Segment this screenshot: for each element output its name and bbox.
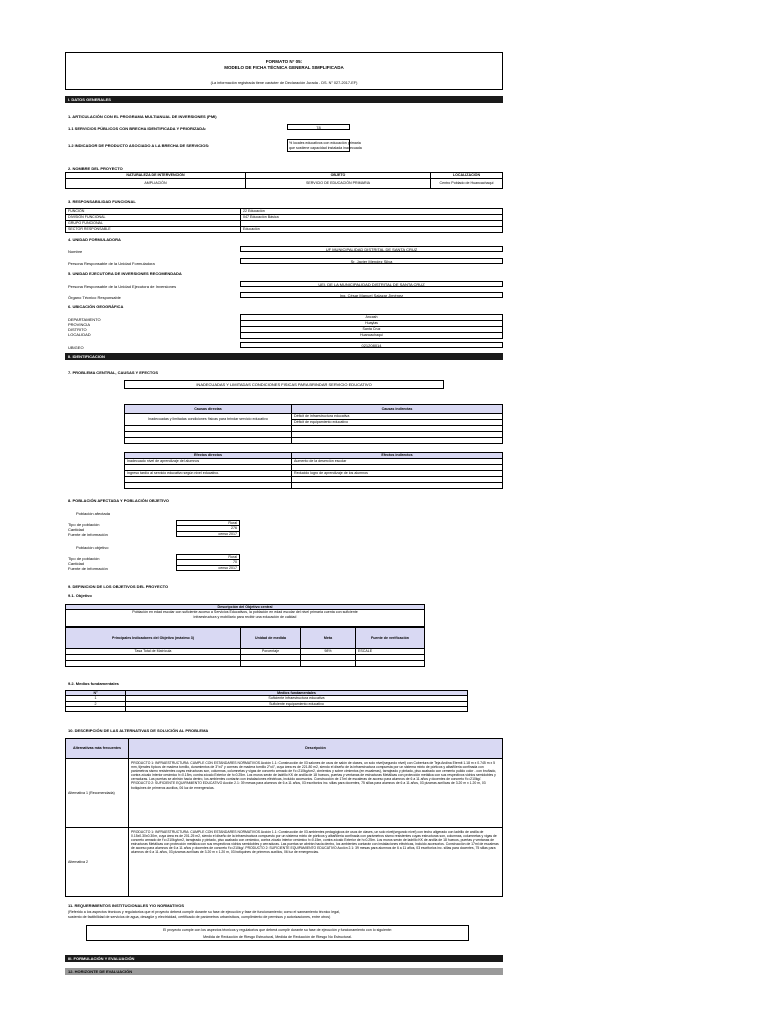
problema-title: 7. PROBLEMA CENTRAL, CAUSAS Y EFECTOS	[68, 370, 159, 375]
objetivo-cantidad: 70	[177, 560, 240, 565]
afectada-cantidad: 276	[177, 526, 240, 531]
medios-header-numero: N°	[66, 691, 126, 696]
causa-indirecta: Déficit de infraestructura educativa	[292, 414, 503, 420]
poblacion-title: 8. POBLACIÓN AFECTADA Y POBLACIÓN OBJETIVO	[68, 498, 170, 503]
objetivo-tipo: Rural	[177, 555, 240, 560]
section-title: III. FORMULACIÓN Y EVALUACIÓN	[68, 956, 135, 961]
alternativa-2-descripcion: PRODUCTO 1: INFRAESTRUCTURA: CUMPLE CON ESTANDARES NORMATIVOS Acción 1.1: Construcción de 03 ambientes pedagógicos de usos de clases, un solo nivel(segundo nivel) con techo aligerado con ladrillo de arcilla de 0.15x0.30x0.30m, cuya área es de 201.25 m2, siendo el diseño de la infraestructura compuesto por un sistema mixto de pórticos y albañilería confinada con parámetros sismo resistentes cuyas estructuras son, columnas, columnetas y vigas de concreto armado de f'c=210kg/cm2, tarrajeado y pintado, piso acabado con cerámico, contra zócalo interior cerámico h=0.15m, contra zócalo Exterior de h=0.25m. Los muros serán de ladrillo KK de arcilla de 18 huecos, puertas y ventanas de estructuras Metálicas con protección metálica con sus respectivos vidrios semidobles y cerraduras. Las puertas se abrirán hacia dentro, los ambientes contarán con instalaciones eléctricas, incluido accesorios. Construcción de 17ml de escaleras de acceso para alumnos de 6 a 11 años y docentes de concreto f'c=210kg/. PRODUCTO 2: SUFICIENTE EQUIPAMIENTO EDUCATIVO Acción 2.1: 39 mesas para alumnos de 6 a 11 años, 03 escritorios inc. sillas para docentes, 75 sillas para alumnos de 6 a 11 años, 03 pizarras acrílicas de 3.20 m x 1.20 m, 03 botiquines de primeros auxilios, 06 luz de emergencias.	[129, 828, 503, 897]
efectos-table	[124, 452, 503, 489]
uei-resp-field	[240, 281, 503, 287]
document-header	[65, 52, 503, 90]
nombre-title: 2. NOMBRE DEL PROYECTO	[68, 166, 123, 171]
section-datos-generales	[65, 96, 503, 103]
pmi-q1-value-field	[287, 124, 350, 130]
uf-nombre-label: Nombre	[68, 249, 83, 254]
alternativas-header-nombre: Alternativas más frecuentes	[66, 739, 129, 759]
ubic-ubigeo-value: 021208014	[361, 343, 382, 348]
indicador-header-meta: Meta	[301, 628, 356, 649]
objetivo-fuente: censo 2017	[177, 565, 240, 570]
uf-resp-field	[240, 258, 503, 264]
resp-value: Educación	[241, 227, 503, 233]
pmi-title: 1. ARTICULACIÓN CON EL PROGRAMA MULTIANUAL DE INVERSIONES (PMI)	[68, 114, 217, 119]
nombre-objeto: SERVICIO DE EDUCACIÓN PRIMARIA	[246, 179, 431, 189]
causas-table	[124, 404, 503, 444]
uei-org-field	[240, 292, 503, 298]
medios-header-descripcion: Medios fundamentales	[126, 691, 468, 696]
pmi-q1-value: 78	[316, 125, 321, 130]
ubic-label-distrito: DISTRITO	[68, 327, 87, 332]
medio-descripcion: Suficiente infraestructura educativa	[126, 696, 468, 701]
nombre-header-localizacion: LOCALIZACIÓN	[431, 173, 503, 179]
indicador-meta: 98%	[301, 649, 356, 655]
nombre-header-objeto: OBJETO	[246, 173, 431, 179]
efectos-directos-header: Efectos directos	[125, 453, 292, 459]
poblacion-label-cantidad: Cantidad	[68, 527, 85, 532]
requisitos-intro-line1: (Referido a los aspectos técnicos y regulatorios que el proyecto deberá cumplir durante su fase de ejecución y fase de funcionamiento; como el saneamiento técnico legal,	[68, 910, 340, 914]
causa-directa: Inadecuadas y limitadas condiciones físicas para brindar servicio educativo	[125, 414, 292, 426]
ubic-ubigeo-field	[240, 342, 503, 348]
poblacion-label-tipo: Tipo de población	[68, 522, 100, 527]
indicador-header-unidad: Unidad de medida	[241, 628, 301, 649]
pmi-q2-value-field	[287, 139, 362, 152]
alternativas-title: 10. DESCRIPCIÓN DE LAS ALTERNATIVAS DE SOLUCIÓN AL PROBLEMA	[68, 728, 209, 733]
poblacion-objetivo-table	[176, 554, 240, 571]
alternativas-table	[65, 738, 503, 897]
uei-resp-value: UEI. DE LA MUNICIPALIDAD DISTRITAL DE SANTA CRUZ	[318, 282, 425, 287]
causas-directas-header: Causas directas	[125, 405, 292, 414]
resp-table	[65, 208, 503, 233]
resp-title: 3. RESPONSABILIDAD FUNCIONAL	[68, 199, 136, 204]
objetivo-central-line1: Población en edad escolar con suficiente acceso a Servicios Educativos, la población en edad escolar del nivel primaria cuenta con suficiente	[132, 610, 358, 615]
efecto-directo: Inadecuado nivel de aprendizaje del alumnos	[125, 459, 292, 465]
uf-resp-label: Persona Responsable de la Unidad Formuladora	[68, 261, 155, 266]
section-title: I. DATOS GENERALES	[68, 97, 111, 102]
ubic-label-localidad: LOCALIDAD	[68, 332, 91, 337]
objetivo-central-table	[65, 604, 425, 627]
nombre-naturaleza: AMPLIACIÓN	[66, 179, 246, 189]
resp-value: 047 Educación Básica	[241, 215, 503, 221]
requisitos-box-line1: El proyecto cumple con los aspectos técnicos y regulatorios que deberá cumplir durante su fase de ejecución y funcionamiento con lo siguiente:	[163, 928, 392, 932]
form-note: (La información registrada tiene carácter de Declaración Jurada - DS. N° 027-2017-EF)	[210, 81, 358, 85]
causas-indirectas-header: Causas indirectas	[292, 405, 503, 414]
indicadores-table	[65, 627, 425, 667]
alternativa-2-nombre: Alternativa 2	[66, 828, 129, 897]
ubic-localidad: Huancachaqui	[241, 333, 503, 339]
problema-central-field	[124, 380, 444, 389]
afectada-tipo: Rural	[177, 521, 240, 526]
objetivos-subtitle: 9.1. Objetivo	[68, 593, 92, 598]
resp-value: 22 Educación	[241, 209, 503, 215]
ubic-label-provincia: PROVINCIA	[68, 322, 91, 327]
form-title: FORMATO N° 05:	[265, 59, 303, 64]
ubic-departamento: Ancash	[241, 315, 503, 321]
efecto-indirecto: Reducido logro de aprendizaje de los alumnos	[292, 471, 503, 477]
requisitos-box	[86, 925, 469, 941]
causa-indirecta: Déficit de equipamiento educativo	[292, 420, 503, 426]
section-identificacion	[65, 353, 503, 360]
uei-resp-label: Persona Responsable de la Unidad Ejecutora de Inversiones	[68, 284, 177, 289]
poblacion-afectada-heading: Población afectada	[76, 511, 111, 516]
medio-numero: 2	[66, 701, 126, 706]
ubic-title: 6. UBICACIÓN GEOGRÁFICA	[68, 304, 124, 309]
alternativa-1-nombre: Alternativa 1 (Recomendada)	[66, 759, 129, 828]
indicador-unidad: Porcentaje	[241, 649, 301, 655]
alternativas-header-descripcion: Descripción	[129, 739, 503, 759]
indicador-principal: Tasa Total de Matrícula	[66, 649, 241, 655]
indicador-fuente: ESCALE	[356, 649, 425, 655]
resp-label: GRUPO FUNCIONAL	[66, 221, 241, 227]
poblacion-label-fuente: Fuente de información	[68, 532, 108, 537]
section-horizonte-evaluacion	[65, 968, 503, 975]
section-formulacion-evaluacion	[65, 955, 503, 962]
indicador-header-fuente: Fuente de verificación	[356, 628, 425, 649]
requisitos-title: 11. REQUERIMIENTOS INSTITUCIONALES Y/O NORMATIVOS	[68, 903, 185, 908]
efecto-directo: Ingreso tardío al servicio educativo según nivel educativo.	[125, 471, 292, 477]
nombre-header-naturaleza: NATURALEZA DE INTERVENCIÓN	[66, 173, 246, 179]
efectos-indirectos-header: Efectos indirectos	[292, 453, 503, 459]
poblacion-objetivo-heading: Población objetivo	[76, 545, 109, 550]
poblacion-label-cantidad: Cantidad	[68, 561, 85, 566]
resp-label: SECTOR RESPONSABLE	[66, 227, 241, 233]
section-title: 12. HORIZONTE DE EVALUACIÓN	[68, 969, 133, 974]
medio-descripcion: Suficiente equipamiento educativo	[126, 701, 468, 706]
uf-resp-value: Sr. Javier Mendez Silva	[350, 259, 393, 264]
poblacion-afectada-table	[176, 520, 240, 537]
requisitos-intro-line2: sustento de factibilidad de servicios de agua, desagüe y electricidad, certificado de parámetros urbanísticos, cumplimiento de permisos y autorizaciones, entre otros)	[68, 915, 331, 919]
section-title: II. IDENTIFICACION	[68, 354, 105, 359]
ubic-provincia: Huaylas	[241, 321, 503, 327]
uf-nombre-value: UF MUNICIPALIDAD DISTRITAL DE SANTA CRUZ	[325, 247, 418, 252]
objetivo-central-line2: infraestructura y mobiliario para recibir una educación de calidad	[193, 614, 297, 619]
requisitos-box-line2: Medida de Reducción de Riesgo Estructural, Medida de Reducción de Riesgo No Estructural.	[203, 935, 352, 939]
form-subtitle: MODELO DE FICHA TÉCNICA GENERAL SIMPLIFICADA	[224, 65, 344, 70]
medios-table	[65, 690, 468, 712]
resp-label: DIVISIÓN FUNCIONAL	[66, 215, 241, 221]
nombre-localizacion: Centro Poblado de Huancachaqui	[431, 179, 503, 189]
medio-numero: 1	[66, 696, 126, 701]
pmi-q1-label: 1.1 SERVICIOS PÚBLICOS CON BRECHA IDENTIFICADA Y PRIORIZADA:	[68, 126, 207, 131]
pmi-q2-label: 1.2 INDICADOR DE PRODUCTO ASOCIADO A LA BRECHA DE SERVICIOS:	[68, 143, 210, 148]
uei-title: 5. UNIDAD EJECUTORA DE INVERSIONES RECOMENDADA	[68, 271, 182, 276]
poblacion-label-tipo: Tipo de población	[68, 556, 100, 561]
objetivo-central-header: Descripción del Objetivo central	[66, 605, 425, 610]
ubic-table	[240, 314, 503, 339]
uei-org-label: Órgano Técnico Responsable	[68, 295, 121, 300]
problema-central: INADECUADAS Y LIMITADAS CONDICIONES FISICAS PARA BRINDAR SERVICIO EDUCATIVO	[196, 382, 372, 387]
resp-label: FUNCIÓN	[66, 209, 241, 215]
uei-org-value: Ing. César Manuel Salazar Jiménez	[339, 293, 404, 298]
uf-title: 4. UNIDAD FORMULADORA	[68, 237, 121, 242]
poblacion-label-fuente: Fuente de información	[68, 566, 108, 571]
alternativa-1-descripcion: PRODUCTO 1: INFRAESTRUCTURA: CUMPLE CON ESTANDARES NORMATIVOS Acción 1.1: Construcción de 03 salones de usos de salón de clases, un solo nivel(segundo nivel) con Cobertura de Teja Andina Eternit 1.18 m x 0.745 m x 5 mm, tijerales típicos de madera tornillo, duramientos de 3"x4" y correas de madera tornillo 2"x4", cuya área es de 221.80 m2, siendo el diseño de la infraestructura compuesta por un sistema mixto de pórticos y albañilería confinada con parámetros sismo resistentes cuyas estructuras son, columnas, columnetas y vigas de concreto armado de f'c=210kg/cm2, cimientos y sobre cimientos (en escaleras), tarrajeado y pintado, piso acabado con cemento pulido color - con bruñado, contra zócalo interior cerámico h=0.15m, contra zócalo Exterior de h=0.25m. Los muros serán de ladrillo KK de arcilla de 18 huecos, puertas y ventanas de estructuras Metálicas con protección metálica con sus respectivos vidrios semidobles y cerraduras. Las puertas se abrirán hacia dentro, los ambientes contarán con instalaciones eléctricas, incluido accesorios. Construcción de 17ml de escaleras de acceso para alumnos de 6 a 11 años y docentes de concreto f'c=210kg/. PRODUCTO 2: SUFICIENTE EQUIPAMIENTO EDUCATIVO Acción 2.1: 39 mesas para alumnos de 6 a 11 años, 03 escritorios inc. sillas para docentes, 75 sillas para alumnos de 6 a 11 años, 03 pizarras acrílicas de 3.20 m x 1.20 m, 03 botiquines de primeros auxilios, 06 luz de emergencias.	[129, 759, 503, 828]
objetivos-title: 9. DEFINICION DE LOS OBJETIVOS DEL PROYECTO	[68, 584, 169, 589]
ubic-distrito: Santa Cruz	[241, 327, 503, 333]
indicador-header-principal: Principales Indicadores del Objetivo (máximo 3)	[66, 628, 241, 649]
afectada-fuente: censo 2017	[177, 531, 240, 536]
ubic-ubigeo-label: UBIGEO	[68, 345, 84, 350]
medios-title: 9.2. Medios fundamentales	[68, 681, 119, 686]
pmi-q2-value-line1: % locales educativos con educación primaria	[289, 141, 361, 145]
uf-nombre-field	[240, 246, 503, 252]
pmi-q2-value-line2: que sostiene capacidad instalada inadecuada	[289, 146, 362, 150]
efecto-indirecto: Aumento de la deserción escolar	[292, 459, 503, 465]
ubic-label-departamento: DEPARTAMENTO	[68, 317, 101, 322]
nombre-table	[65, 172, 503, 189]
